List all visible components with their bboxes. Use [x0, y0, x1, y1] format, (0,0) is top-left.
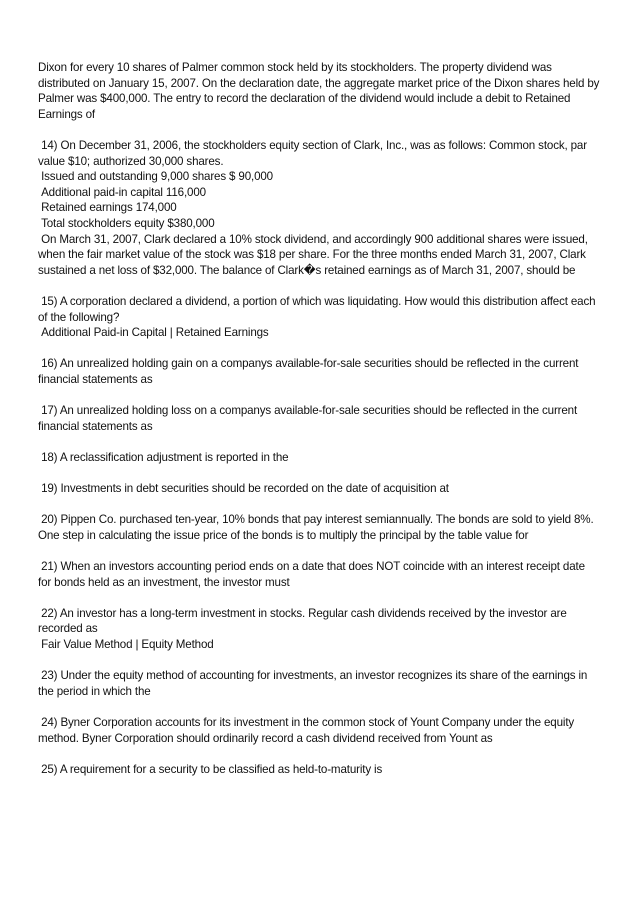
equity-line-apic: Additional paid-in capital 116,000 [38, 185, 206, 199]
equity-line-retained: Retained earnings 174,000 [38, 201, 177, 215]
question-17 [38, 403, 600, 434]
equity-line-total: Total stockholders equity $380,000 [38, 216, 215, 230]
equity-line-issued: Issued and outstanding 9,000 shares $ 90,000 [38, 170, 273, 184]
question-text: 22) An investor has a long-term investment in stocks. Regular cash dividends received by the investor are recorded as [38, 606, 570, 636]
answer-columns: Fair Value Method | Equity Method [38, 637, 214, 651]
question-text: 23) Under the equity method of accounting for investments, an investor recognizes its share of the earnings in the period in which the [38, 669, 591, 698]
question-text: 16) An unrealized holding gain on a companys available-for-sale securities should be reflected in the current financial statements as [38, 357, 582, 386]
question-16 [38, 356, 600, 387]
answer-columns: Additional Paid-in Capital | Retained Earnings [38, 326, 269, 340]
question-text: 18) A reclassification adjustment is reported in the [38, 450, 289, 464]
question-text: 24) Byner Corporation accounts for its investment in the common stock of Yount Company under the equity method. Byner Corporation should ordinarily record a cash dividend received from Yount as [38, 715, 578, 745]
paragraph-text: Dixon for every 10 shares of Palmer common stock held by its stockholders. The property dividend was distributed on January 15, 2007. On the declaration date, the aggregate market price of the Dixon shares held by Palmer was $400,000. The entry to record the declaration of the dividend would include a debit to Retained Earnings of [38, 61, 603, 121]
question-20 [38, 512, 600, 543]
question-15 [38, 294, 600, 341]
question-18 [38, 450, 600, 466]
question-21 [38, 559, 600, 590]
question-23 [38, 668, 600, 699]
question-text-continued: On March 31, 2007, Clark declared a 10% stock dividend, and accordingly 900 additional shares were issued, when the fair market value of the stock was $18 per share. For the three months ended March 31, 2007, Clark sustained a net loss of $32,000. The balance of Clark�s retained earnings as of March 31, 2007, should be [38, 232, 591, 277]
question-text: 20) Pippen Co. purchased ten-year, 10% bonds that pay interest semiannually. The bonds are sold to yield 8%. One step in calculating the issue price of the bonds is to multiply the principal by the table value for [38, 513, 597, 542]
question-19 [38, 481, 600, 497]
question-text: 17) An unrealized holding loss on a companys available-for-sale securities should be reflected in the current financial statements as [38, 404, 581, 433]
question-24 [38, 715, 600, 746]
question-text: 25) A requirement for a security to be classified as held-to-maturity is [38, 762, 383, 776]
question-text: 21) When an investors accounting period ends on a date that does NOT coincide with an interest receipt date for bonds held as an investment, the investor must [38, 560, 588, 589]
question-text: 15) A corporation declared a dividend, a portion of which was liquidating. How would this distribution affect each of the following? [38, 294, 599, 324]
question-25 [38, 762, 600, 778]
question-14 [38, 138, 600, 278]
question-22 [38, 606, 600, 653]
question-text: 14) On December 31, 2006, the stockholders equity section of Clark, Inc., was as follows: Common stock, par value $10; authorized 30,000 shares. [38, 138, 591, 168]
paragraph-continuation [38, 60, 603, 122]
document-page [38, 60, 603, 793]
question-text: 19) Investments in debt securities should be recorded on the date of acquisition at [38, 482, 449, 496]
